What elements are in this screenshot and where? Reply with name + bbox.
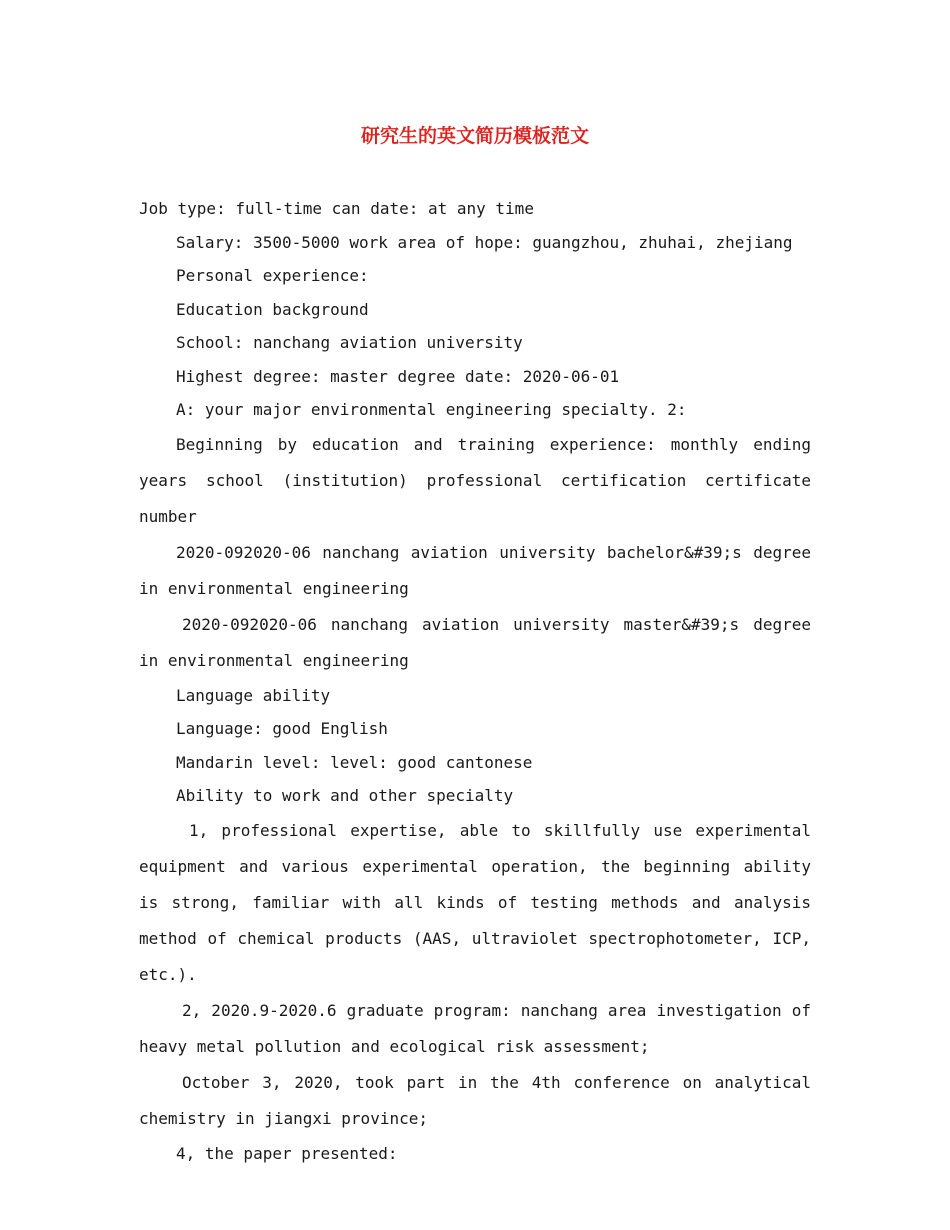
paragraph-graduate-program: 2, 2020.9-2020.6 graduate program: nanchang area investigation of heavy metal pollution and ecological risk assessment;: [139, 1000, 811, 1056]
paragraph-bachelor: 2020-092020-06 nanchang aviation university bachelor&#39;s degree in environmental engineering: [139, 542, 811, 598]
paragraph-paper-presented: 4, the paper presented:: [176, 1143, 398, 1163]
paragraph-mandarin: Mandarin level: level: good cantonese: [176, 752, 533, 772]
paragraph-language: Language: good English: [176, 719, 388, 738]
paragraph-education-heading: Education background: [176, 299, 369, 319]
paragraph-master: 2020-092020-06 nanchang aviation university master&#39;s degree in environmental engineering: [139, 614, 811, 670]
paragraph-ability-heading: Ability to work and other specialty: [176, 786, 514, 805]
paragraph-training-experience: Beginning by education and training experience: monthly ending years school (institution) professional certification certificate number: [139, 434, 811, 526]
paragraph-salary: Salary: 3500-5000 work area of hope: guangzhou, zhuhai, zhejiang: [176, 232, 793, 252]
paragraph-major: A: your major environmental engineering specialty. 2:: [176, 400, 687, 419]
paragraph-expertise: 1, professional expertise, able to skillfully use experimental equipment and various experimental operation, the beginning ability is strong, familiar with all kinds of testing methods and analysis method of chemical products (AAS, ultraviolet spectrophotometer, ICP, etc.).: [139, 820, 811, 984]
paragraph-personal-experience: Personal experience:: [176, 266, 369, 285]
document-title: 研究生的英文简历模板范文: [360, 125, 589, 147]
document-body: [139, 192, 811, 1170]
paragraph-conference: October 3, 2020, took part in the 4th conference on analytical chemistry in jiangxi province;: [139, 1072, 811, 1128]
paragraph-highest-degree: Highest degree: master degree date: 2020-06-01: [176, 366, 620, 386]
paragraph-school: School: nanchang aviation university: [176, 333, 523, 352]
paragraph-language-heading: Language ability: [176, 685, 331, 705]
paragraph-job-type: Job type: full-time can date: at any time: [139, 199, 534, 218]
